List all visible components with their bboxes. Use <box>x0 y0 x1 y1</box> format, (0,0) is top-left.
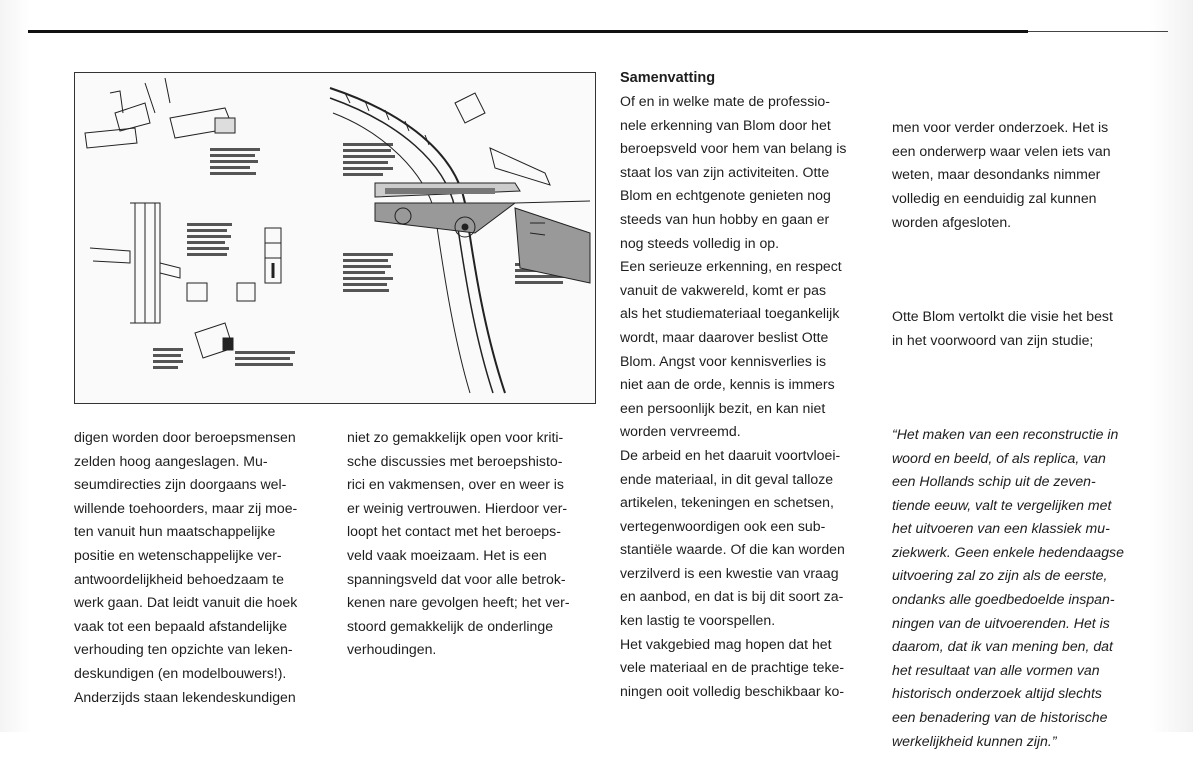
text-line: men voor verder onderzoek. Het is <box>892 119 1109 136</box>
text-line: verhouding ten opzichte van leken- <box>74 641 293 658</box>
text-line: antwoordelijkheid behoedzaam te <box>74 570 284 587</box>
quote-block <box>892 423 1124 753</box>
drawing-illustration <box>75 73 595 403</box>
text-line: als het studiemateriaal toegankelijk <box>620 305 840 322</box>
text-line: Anderzijds staan lekendeskundigen <box>74 688 296 705</box>
text-line: willende toehoorders, maar zij moe- <box>74 499 298 516</box>
text-column-3 <box>620 90 846 703</box>
paragraph-2 <box>892 305 1124 376</box>
text-line: Otte Blom vertolkt die visie het best <box>892 307 1113 324</box>
text-line: Een serieuze erkenning, en respect <box>620 258 842 275</box>
text-line: verhoudingen. <box>347 641 437 658</box>
text-line: beroepsveld voor hem van belang is <box>620 140 847 157</box>
text-line: deskundigen (en modelbouwers!). <box>74 664 287 681</box>
top-rule-thin <box>1028 31 1168 32</box>
text-line: daarom, dat ik van mening ben, dat <box>892 638 1113 655</box>
text-line: een persoonlijk bezit, en kan niet <box>620 399 826 416</box>
section-heading: Samenvatting <box>620 70 716 86</box>
text-line: Of en in welke mate de professio- <box>620 93 830 109</box>
text-line: positie en wetenschappelijke ver- <box>74 546 282 563</box>
text-line: seumdirecties zijn doorgaans wel- <box>74 476 287 493</box>
paragraph-gap <box>892 234 1124 258</box>
text-line: werk gaan. Dat leidt vanuit die hoek <box>74 594 298 611</box>
text-line: vaak tot een bepaald afstandelijke <box>74 617 288 634</box>
text-line: in het voorwoord van zijn studie; <box>892 331 1094 348</box>
text-line: De arbeid en het daaruit voortvloei- <box>620 446 841 463</box>
text-line: worden vervreemd. <box>620 423 741 440</box>
text-line: sche discussies met beroepshisto- <box>347 452 563 469</box>
text-line: er weinig vertrouwen. Hierdoor ver- <box>347 499 568 516</box>
text-line: niet zo gemakkelijk open voor kriti- <box>347 429 564 445</box>
text-line: veld vaak moeizaam. Het is een <box>347 546 547 563</box>
text-line: loopt het contact met het beroeps- <box>347 523 561 540</box>
text-line: staat los van zijn activiteiten. Otte <box>620 163 830 180</box>
text-line: stantiële waarde. Of die kan worden <box>620 541 845 558</box>
text-line: zelden hoog aangeslagen. Mu- <box>74 452 268 469</box>
paragraph-1 <box>892 116 1124 258</box>
text-line: Blom. Angst voor kennisverlies is <box>620 352 827 369</box>
text-line: stoord gemakkelijk de onderlinge <box>347 617 554 634</box>
text-line: ziekwerk. Geen enkele hedendaagse <box>892 543 1124 560</box>
text-line: digen worden door beroepsmensen <box>74 429 296 445</box>
text-line: een Hollands schip uit de zeven- <box>892 473 1096 490</box>
technical-drawing-figure <box>74 72 596 404</box>
text-line: niet aan de orde, kennis is immers <box>620 376 835 393</box>
text-line: ningen van de uitvoerenden. Het is <box>892 614 1110 631</box>
text-line: artikelen, tekeningen en schetsen, <box>620 494 834 511</box>
text-line: het uitvoeren van een klassiek mu- <box>892 520 1110 537</box>
text-line: volledig en eenduidig zal kunnen <box>892 189 1097 206</box>
text-line: ten vanuit hun maatschappelijke <box>74 523 276 540</box>
text-line: ningen ooit volledig beschikbaar ko- <box>620 682 845 699</box>
text-line: rici en vakmensen, over en weer is <box>347 476 564 493</box>
text-column-4 <box>892 69 1124 777</box>
paragraph-gap <box>892 352 1124 376</box>
text-line: vele materiaal en de prachtige teke- <box>620 659 845 676</box>
text-line: spanningsveld dat voor alle betrok- <box>347 570 566 587</box>
text-line: een onderwerp waar velen iets van <box>892 142 1111 159</box>
text-line: ken lastig te voorspellen. <box>620 612 776 629</box>
text-line: verzilverd is een kwestie van vraag <box>620 564 839 581</box>
text-line: worden afgesloten. <box>892 213 1012 230</box>
text-line: vanuit de vakwereld, komt er pas <box>620 281 827 298</box>
text-column-1 <box>74 426 297 709</box>
text-line: Blom en echtgenote genieten nog <box>620 187 831 204</box>
text-line: ondanks alle goedbedoelde inspan- <box>892 591 1115 608</box>
text-line: historisch onderzoek altijd slechts <box>892 685 1102 702</box>
text-line: nog steeds volledig in op. <box>620 234 780 251</box>
text-line: steeds van hun hobby en gaan er <box>620 210 830 227</box>
text-line: Het vakgebied mag hopen dat het <box>620 635 832 652</box>
text-line: wordt, maar daarover beslist Otte <box>620 328 829 345</box>
text-line: tiende eeuw, valt te vergelijken met <box>892 496 1112 513</box>
top-rule <box>28 30 1028 33</box>
text-line: en aanbod, en dat is bij dit soort za- <box>620 588 844 605</box>
text-line: vertegenwoordigen ook een sub- <box>620 517 826 534</box>
text-column-2 <box>347 426 570 662</box>
text-line: een benadering van de historische <box>892 709 1108 726</box>
text-line: weten, maar desondanks nimmer <box>892 166 1101 183</box>
text-line: werkelijkheid kunnen zijn.” <box>892 732 1057 749</box>
text-line: uitvoering zal zo zijn als de eerste, <box>892 567 1108 584</box>
text-line: woord en beeld, of als replica, van <box>892 449 1106 466</box>
text-line: “Het maken van een reconstructie in <box>892 425 1119 442</box>
text-line: nele erkenning van Blom door het <box>620 116 831 133</box>
text-line: ende materiaal, in dit geval talloze <box>620 470 834 487</box>
text-line: kenen nare gevolgen heeft; het ver- <box>347 594 570 611</box>
text-line: het resultaat van alle vormen van <box>892 661 1100 678</box>
